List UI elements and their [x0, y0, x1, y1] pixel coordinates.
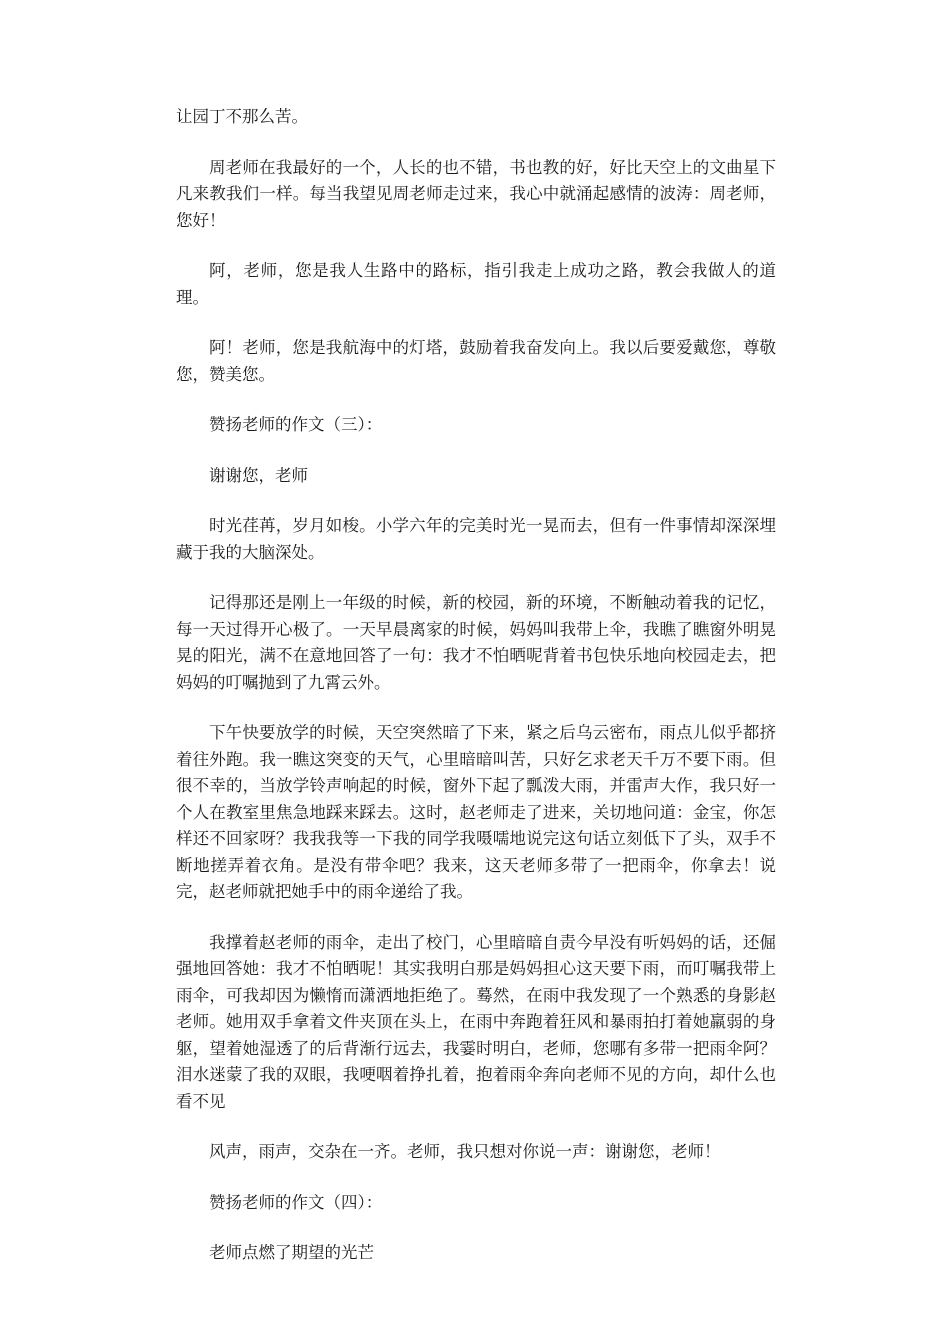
- section-heading-four: 赞扬老师的作文（四）：: [209, 1192, 383, 1212]
- paragraph-teacher-zhou: 周老师在我最好的一个，人长的也不错，书也教的好，好比天空上的文曲星下凡来教我们一样。每当我望见周老师走过来，我心中就涌起感情的波涛：周老师，您好！: [176, 157, 776, 230]
- paragraph-road-sign: 阿，老师，您是我人生路中的路标，指引我走上成功之路，教会我做人的道理。: [176, 261, 776, 307]
- paragraph-continuation: 让园丁不那么苦。: [176, 107, 308, 126]
- paragraph-wind-rain: 风声，雨声，交杂在一齐。老师，我只想对你说一声：谢谢您，老师！: [209, 1142, 721, 1161]
- essay-title-hope: 老师点燃了期望的光芒: [209, 1243, 374, 1262]
- paragraph-umbrella: 我撑着赵老师的雨伞，走出了校门，心里暗暗自责今早没有听妈妈的话，还倔强地回答她：我才不怕晒呢！其实我明白那是妈妈担心这天要下雨，而叮嘱我带上雨伞，可我却因为懒惰而潇洒地拒绝了。蓦然，在雨中我发现了一个熟悉的身影赵老师。她用双手拿着文件夹顶在头上，在雨中奔跑着狂风和暴雨拍打着她羸弱的身躯，望着她湿透了的后背渐行远去，我霎时明白，老师，您哪有多带一把雨伞阿？泪水迷蒙了我的双眼，我哽咽着挣扎着，抱着雨伞奔向老师不见的方向，却什么也看不见: [176, 932, 776, 1111]
- paragraph-lighthouse: 阿！老师，您是我航海中的灯塔，鼓励着我奋发向上。我以后要爱戴您，尊敬您，赞美您。: [176, 338, 776, 384]
- section-heading-three: 赞扬老师的作文（三）：: [209, 415, 383, 434]
- document-page: [176, 104, 776, 1291]
- paragraph-time-flies: 时光荏苒，岁月如梭。小学六年的完美时光一晃而去，但有一件事情却深深埋藏于我的大脑深处。: [176, 516, 776, 562]
- paragraph-first-grade: 记得那还是刚上一年级的时候，新的校园，新的环境，不断触动着我的记忆，每一天过得开心极了。一天早晨离家的时候，妈妈叫我带上伞，我瞧了瞧窗外明晃晃的阳光，满不在意地回答了一句：我才不怕晒呢背着书包快乐地向校园走去，把妈妈的叮嘱抛到了九霄云外。: [176, 593, 776, 692]
- paragraph-afternoon-rain: 下午快要放学的时候，天空突然暗了下来，紧之后乌云密布，雨点儿似乎都挤着往外跑。我一瞧这突变的天气，心里暗暗叫苦，只好乞求老天千万不要下雨。但很不幸的，当放学铃声响起的时候，窗外下起了瓢泼大雨，并雷声大作，我只好一个人在教室里焦急地踩来踩去。这时，赵老师走了进来，关切地问道：金宝，你怎样还不回家呀？我我我等一下我的同学我嗫嚅地说完这句话立刻低下了头，双手不断地搓弄着衣角。是没有带伞吧？我来，这天老师多带了一把雨伞，你拿去！说完，赵老师就把她手中的雨伞递给了我。: [176, 723, 776, 901]
- essay-title-thank-you: 谢谢您，老师: [209, 465, 308, 485]
